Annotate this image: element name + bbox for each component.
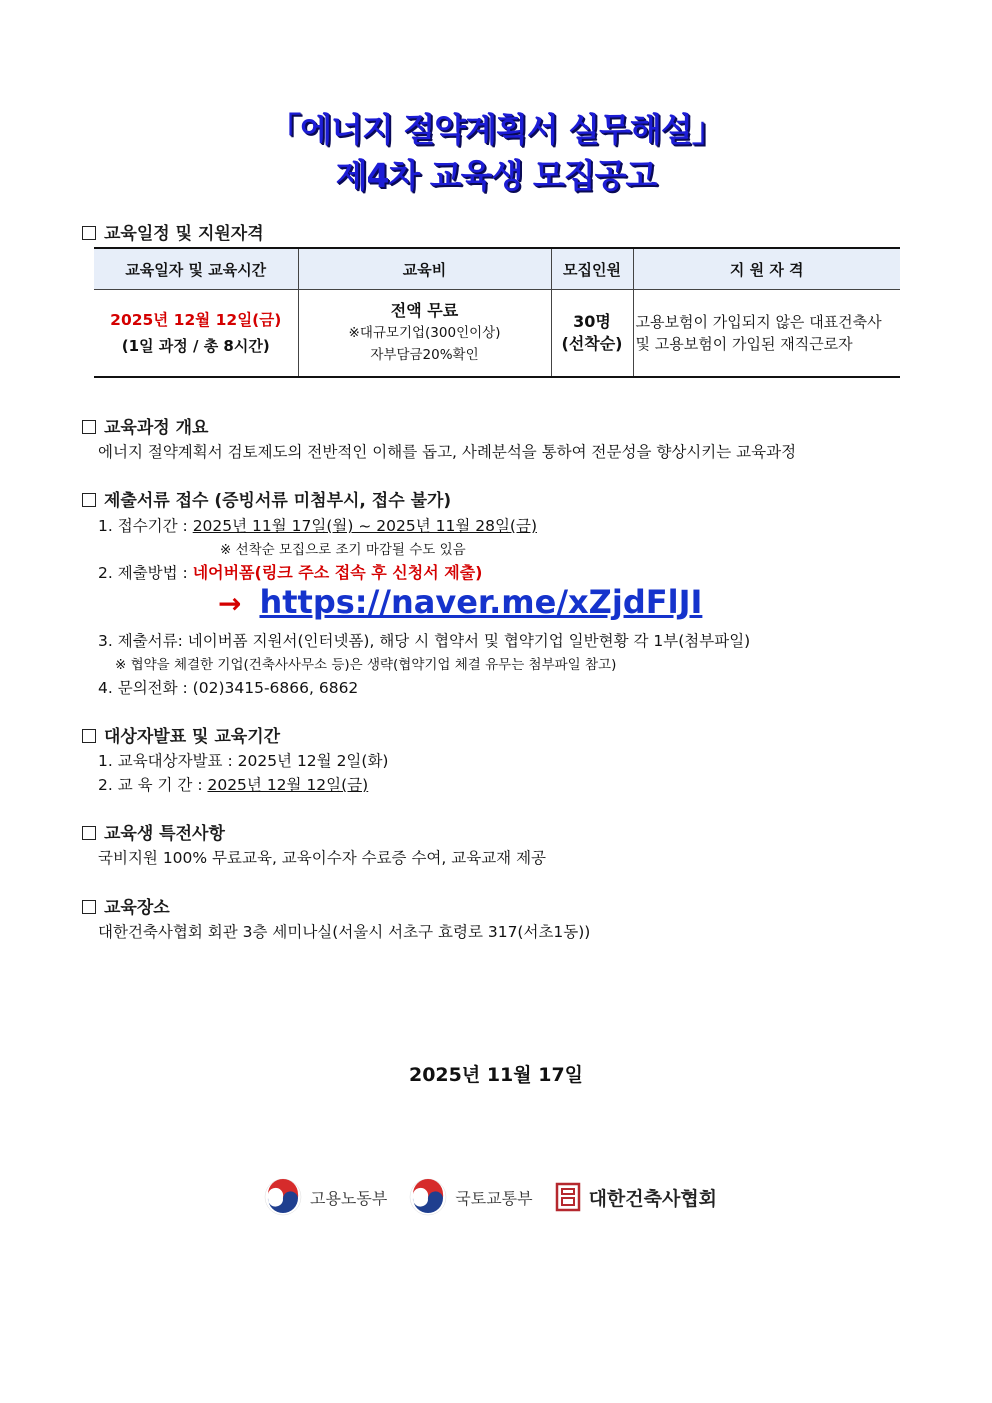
section-submission-title: 제출서류 접수 (증빙서류 미첨부시, 접수 불가) bbox=[104, 491, 452, 511]
checkbox-square-icon bbox=[82, 729, 96, 743]
announcement-date: 1. 교육대상자발표 : 2025년 12월 2일(화) bbox=[98, 752, 389, 770]
checkbox-square-icon bbox=[82, 900, 96, 914]
submission-documents: 3. 제출서류: 네이버폼 지원서(인터넷폼), 해당 시 협약서 및 협약기업 일반현황 각 1부(첨부파일) bbox=[98, 632, 751, 650]
quota-note: (선착순) bbox=[561, 334, 623, 353]
fee-note-1: ※대규모기업(300인이상) bbox=[348, 325, 501, 341]
table-cell-date bbox=[94, 290, 298, 378]
table-header-row bbox=[94, 248, 900, 290]
taegeuk-icon bbox=[409, 1178, 447, 1216]
application-link[interactable]: https://naver.me/xZjdFlJI bbox=[259, 583, 703, 621]
table-cell-qualification bbox=[633, 290, 900, 378]
section-benefits-title: 교육생 특전사항 bbox=[104, 824, 225, 844]
table-header-date: 교육일자 및 교육시간 bbox=[94, 248, 298, 290]
section-submission-heading bbox=[82, 486, 451, 511]
qualification-line-1: 고용보험이 가입되지 않은 대표건축사 bbox=[635, 313, 882, 331]
fee-main: 전액 무료 bbox=[390, 301, 459, 320]
section-venue-title: 교육장소 bbox=[104, 898, 170, 918]
education-duration: (1일 과정 / 총 8시간) bbox=[121, 337, 270, 355]
education-date: 2025년 12월 12일(금) bbox=[110, 311, 282, 329]
kira-logo bbox=[555, 1182, 717, 1212]
table-header-fee: 교육비 bbox=[298, 248, 551, 290]
submission-period-label: 1. 접수기간 : bbox=[98, 517, 193, 535]
checkbox-square-icon bbox=[82, 493, 96, 507]
moel-logo bbox=[264, 1178, 387, 1216]
table-header-quota: 모집인원 bbox=[551, 248, 633, 290]
section-announcement-title: 대상자발표 및 교육기간 bbox=[104, 727, 281, 747]
page-title-line1: 「에너지 절약계획서 실무해설」 bbox=[268, 110, 724, 149]
table-row bbox=[94, 290, 900, 378]
section-overview-title: 교육과정 개요 bbox=[104, 418, 209, 438]
section-venue-heading bbox=[82, 893, 170, 918]
table-header-qualification: 지 원 자 격 bbox=[633, 248, 900, 290]
checkbox-square-icon bbox=[82, 226, 96, 240]
venue-text: 대한건축사협회 회관 3층 세미나실(서울시 서초구 효령로 317(서초1동)) bbox=[98, 923, 591, 941]
issue-date: 2025년 11월 17일 bbox=[408, 1064, 584, 1086]
kira-name: 대한건축사협회 bbox=[588, 1187, 718, 1210]
qualification-line-2: 및 고용보험이 가입된 재직근로자 bbox=[635, 335, 853, 353]
taegeuk-icon bbox=[264, 1178, 302, 1216]
page-title-line2: 제4차 교육생 모집공고 bbox=[335, 156, 657, 195]
education-period-label: 2. 교 육 기 간 : bbox=[98, 776, 208, 794]
kira-emblem-icon bbox=[555, 1182, 581, 1212]
submission-method-value: 네어버폼(링크 주소 접속 후 신청서 제출) bbox=[192, 563, 483, 582]
checkbox-square-icon bbox=[82, 826, 96, 840]
education-period bbox=[98, 773, 368, 795]
overview-text: 에너지 절약계획서 검토제도의 전반적인 이해를 돕고, 사례분석을 통하여 전문성을 향상시키는 교육과정 bbox=[98, 443, 797, 461]
section-overview-heading bbox=[82, 413, 208, 438]
table-cell-quota bbox=[551, 290, 633, 378]
contact-phone: 4. 문의전화 : (02)3415-6866, 6862 bbox=[98, 679, 359, 697]
submission-period-value: 2025년 11월 17일(월) ~ 2025년 11월 28일(금) bbox=[192, 517, 537, 535]
footer-logos bbox=[264, 1175, 739, 1219]
section-benefits-heading bbox=[82, 819, 225, 844]
quota-value: 30명 bbox=[573, 312, 611, 331]
checkbox-square-icon bbox=[82, 420, 96, 434]
molit-logo bbox=[409, 1178, 532, 1216]
arrow-right-icon: → bbox=[218, 587, 242, 620]
schedule-table bbox=[94, 247, 900, 378]
submission-method-label: 2. 제출방법 : bbox=[98, 564, 193, 582]
molit-name: 국토교통부 bbox=[455, 1188, 533, 1208]
submission-period bbox=[98, 514, 537, 536]
moel-name: 고용노동부 bbox=[310, 1188, 388, 1208]
fee-note-2: 자부담금20%확인 bbox=[370, 347, 479, 363]
submission-period-note: ※ 선착순 모집으로 조기 마감될 수도 있음 bbox=[220, 542, 466, 558]
application-link-row bbox=[218, 583, 702, 621]
section-schedule-title: 교육일정 및 지원자격 bbox=[104, 224, 264, 244]
education-period-value: 2025년 12월 12일(금) bbox=[207, 776, 369, 794]
benefits-text: 국비지원 100% 무료교육, 교육이수자 수료증 수여, 교육교재 제공 bbox=[98, 849, 547, 867]
table-cell-fee bbox=[298, 290, 551, 378]
submission-method bbox=[98, 560, 482, 583]
section-announcement-heading bbox=[82, 722, 280, 747]
submission-documents-note: ※ 협약을 체결한 기업(건축사사무소 등)은 생략(협약기업 체결 유무는 첨부파일 참고) bbox=[115, 657, 617, 673]
section-schedule-heading bbox=[82, 219, 264, 244]
